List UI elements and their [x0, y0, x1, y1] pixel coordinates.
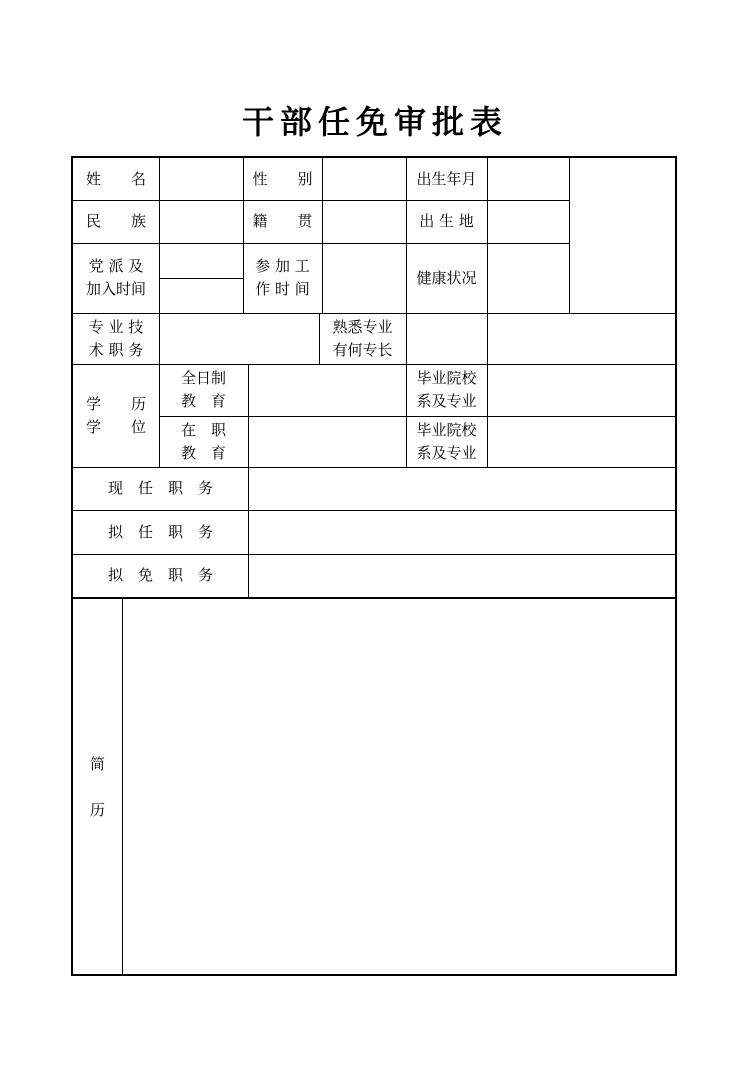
label-fulltime-education: 全日制 教 育 [180, 369, 226, 410]
label-proposed-removal: 拟 免 职 务 [107, 566, 213, 584]
party-join-date-field[interactable] [159, 278, 243, 313]
label-inservice-education: 在 职 教 育 [180, 420, 226, 462]
specialty-field[interactable] [406, 313, 677, 364]
health-status-field[interactable] [487, 243, 569, 313]
inservice-education-field[interactable] [248, 416, 406, 467]
label-proposed-post: 拟 任 职 务 [107, 522, 213, 541]
label-current-post: 现 任 职 务 [107, 479, 213, 497]
birth-date-field[interactable] [487, 158, 569, 200]
current-post-field[interactable] [248, 467, 677, 510]
label-health-status: 健康状况 [416, 268, 477, 287]
approval-form-table [71, 156, 677, 976]
proposed-post-field[interactable] [248, 510, 677, 554]
label-birthplace: 出 生 地 [419, 212, 474, 230]
technical-title-field[interactable] [159, 313, 319, 364]
inservice-school-field[interactable] [487, 416, 677, 467]
label-party-affiliation: 党 派 及 加入时间 [85, 257, 146, 298]
label-resume: 简 历 [89, 755, 105, 819]
fulltime-education-field[interactable] [248, 364, 406, 416]
label-gender: 性 别 [252, 169, 313, 188]
work-start-date-field[interactable] [322, 243, 406, 313]
photo-area[interactable] [569, 158, 677, 313]
gender-field[interactable] [322, 158, 406, 200]
label-work-start-date: 参 加 工 作 时 间 [255, 257, 310, 298]
label-specialty: 熟悉专业 有何专长 [332, 317, 393, 359]
label-name: 姓 名 [85, 169, 146, 188]
party-field[interactable] [159, 243, 243, 278]
fulltime-school-field[interactable] [487, 364, 677, 416]
label-education-degree: 学 历 学 位 [85, 394, 146, 436]
label-native-place: 籍 贯 [252, 212, 313, 230]
label-fulltime-school: 毕业院校 系及专业 [416, 369, 477, 410]
label-technical-title: 专 业 技 术 职 务 [88, 317, 144, 359]
label-ethnicity: 民 族 [85, 212, 146, 230]
name-field[interactable] [159, 158, 243, 200]
birthplace-field[interactable] [487, 200, 569, 243]
form-title: 干部任免审批表 [241, 103, 508, 141]
label-birth-date: 出生年月 [416, 169, 477, 188]
proposed-removal-field[interactable] [248, 554, 677, 597]
resume-field[interactable] [123, 599, 677, 976]
native-place-field[interactable] [322, 200, 406, 243]
ethnicity-field[interactable] [159, 200, 243, 243]
label-inservice-school: 毕业院校 系及专业 [416, 420, 477, 462]
